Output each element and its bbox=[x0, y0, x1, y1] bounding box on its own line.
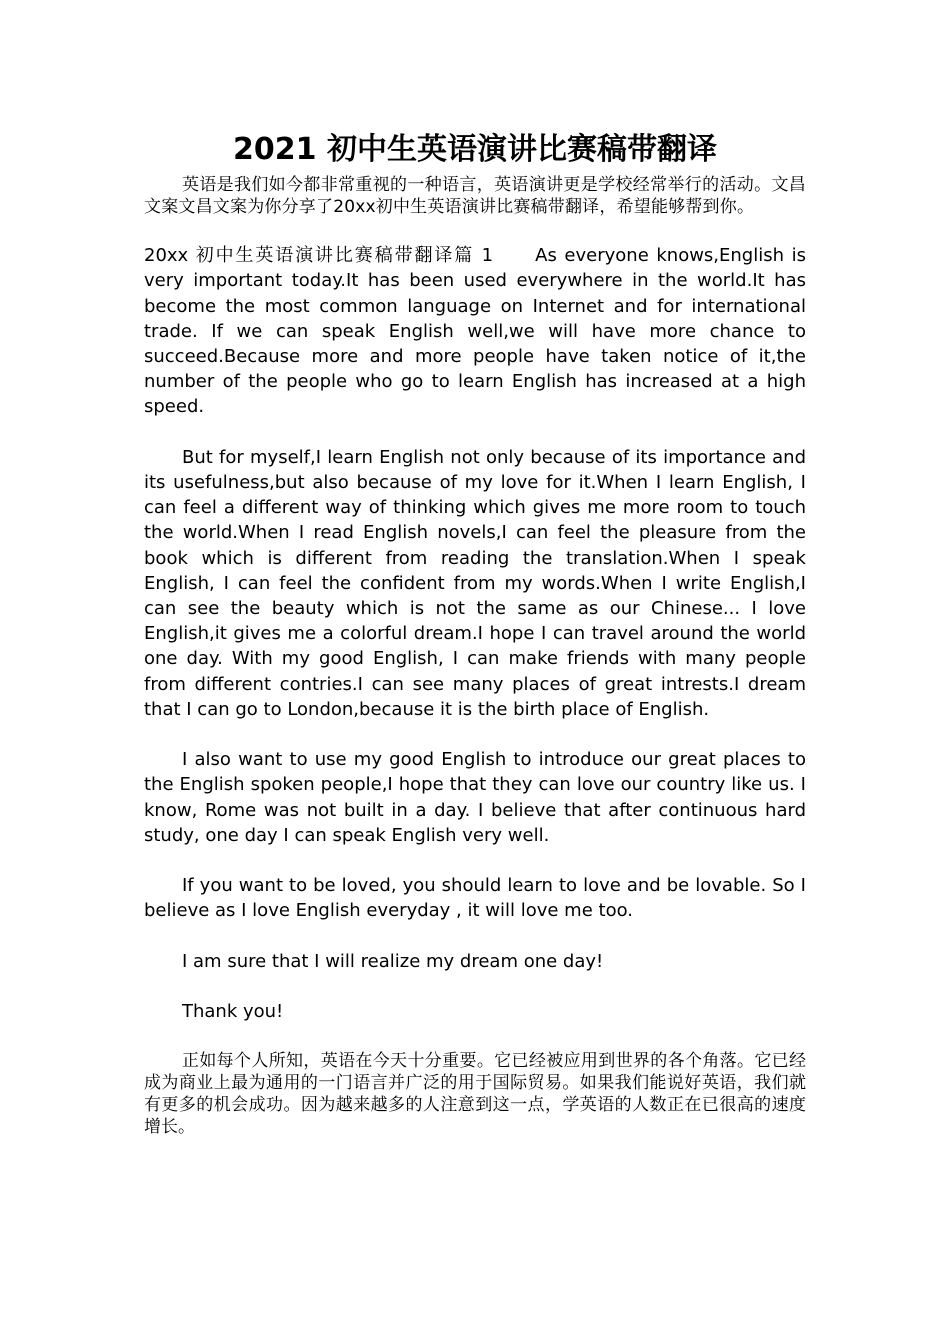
section-paragraph-1 bbox=[144, 243, 806, 419]
body-paragraph-2: But for myself,I learn English not only because of its importance and its usefulness,but also because of my love for it.When I learn English, I can feel a different way of thinking which gives me more room to touch the world.When I read English novels,I can feel the pleasure from the book which is different from reading the translation.When I speak English, I can feel the confident from my words.When I write English,I can see the beauty which is not the same as our Chinese... I love English,it gives me a colorful dream.I hope I can travel around the world one day. With my good English, I can make friends with many people from different contries.I can see many places of great intrests.I dream that I can go to London,because it is the birth place of English. bbox=[144, 446, 806, 720]
section-heading: 20xx 初中生英语演讲比赛稿带翻译篇 1 bbox=[144, 245, 494, 267]
paragraph-gap bbox=[144, 722, 806, 747]
translation-paragraph: 正如每个人所知，英语在今天十分重要。它已经被应用到世界的各个角落。它已经成为商业上最为通用的一门语言并广泛的用于国际贸易。如果我们能说好英语，我们就有更多的机会成功。因为越来越多的人注意到这一点，学英语的人数正在已很高的速度增长。 bbox=[144, 1050, 806, 1137]
paragraph-gap bbox=[144, 1024, 806, 1049]
paragraph-gap bbox=[144, 974, 806, 999]
body-paragraph-3: I also want to use my good English to introduce our great places to the English spoken people,I hope that they can love our country like us. I know, Rome was not built in a day. I believe that after continuous hard study, one day I can speak English very well. bbox=[144, 749, 806, 846]
paragraph-text: As everyone knows,English is very important today.It has been used everywhere in the world.It has become the most common language on Internet and for international trade. If we can speak English well,we will have more chance to succeed.Because more and more people have taken notice of it,the number of the people who go to learn English has increased at a high speed. bbox=[144, 245, 806, 418]
document-page bbox=[144, 128, 806, 1138]
paragraph-gap bbox=[144, 420, 806, 445]
body-paragraph-5: I am sure that I will realize my dream one day! bbox=[182, 950, 604, 972]
document-title: 2021 初中生英语演讲比赛稿带翻译 bbox=[233, 132, 717, 167]
paragraph-gap bbox=[144, 848, 806, 873]
body-paragraph-6: Thank you! bbox=[182, 1001, 284, 1023]
paragraph-gap bbox=[144, 924, 806, 949]
body-paragraph-4: If you want to be loved, you should learn to love and be lovable. So I believe as I love English everyday , it will love me too. bbox=[144, 875, 806, 922]
intro-paragraph: 英语是我们如今都非常重视的一种语言，英语演讲更是学校经常举行的活动。文昌文案文昌文案为你分享了20xx初中生英语演讲比赛稿带翻译，希望能够帮到你。 bbox=[144, 175, 806, 217]
paragraph-gap bbox=[144, 218, 806, 243]
